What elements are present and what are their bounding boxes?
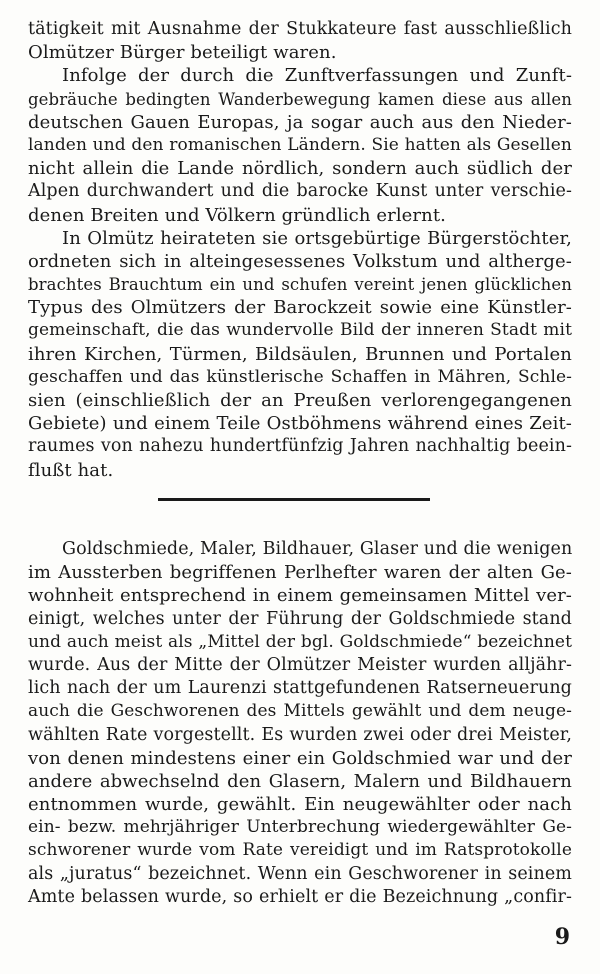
text-line: landen und den romanischen Ländern. Sie hatten als Gesellen [28, 134, 572, 155]
text-line: als „juratus“ bezeichnet. Wenn ein Geschworener in seinem [28, 863, 572, 884]
text-line: Typus des Olmützers der Barockzeit sowie eine Künstler- [28, 297, 572, 319]
text-block-lower [28, 538, 572, 909]
text-line: Olmützer Bürger beteiligt waren. [28, 42, 337, 64]
text-line: im Aussterben begriffenen Perlhefter waren der alten Ge- [28, 562, 572, 584]
text-line: Alpen durchwandert und die barocke Kunst unter verschie- [28, 181, 572, 202]
text-line: denen Breiten und Völkern gründlich erlernt. [28, 204, 446, 226]
text-block-upper [28, 18, 572, 482]
text-line: von denen mindestens einer ein Goldschmied war und der [28, 747, 572, 769]
text-line: und auch meist als „Mittel der bgl. Goldschmiede“ bezeichnet [28, 631, 572, 652]
text-line: einigt, welches unter der Führung der Goldschmiede stand [28, 608, 572, 629]
section-divider [158, 498, 430, 501]
text-line: Goldschmiede, Maler, Bildhauer, Glaser und die wenigen [62, 539, 573, 559]
text-line: nicht allein die Lande nördlich, sondern auch südlich der [28, 158, 572, 180]
text-line: In Olmütz heirateten sie ortsgebürtige Bürgerstöchter, [62, 227, 572, 249]
text-line: deutschen Gauen Europas, ja sogar auch aus den Nieder- [28, 111, 572, 133]
text-line: raumes von nahezu hundertfünfzig Jahren nachhaltig beein- [28, 436, 572, 457]
text-line: Amte belassen wurde, so erhielt er die Bezeichnung „confir- [28, 886, 572, 907]
text-line: geschaffen und das künstlerische Schaffen in Mähren, Schle- [28, 366, 572, 387]
text-line: tätigkeit mit Ausnahme der Stukkateure fast ausschließlich [28, 19, 572, 39]
text-line: Infolge der durch die Zunftverfassungen und Zunft- [62, 65, 572, 87]
text-line: brachtes Brauchtum ein und schufen vereint jenen glücklichen [28, 275, 572, 295]
text-line: gebräuche bedingten Wanderbewegung kamen diese aus allen [28, 89, 572, 109]
text-line: sien (einschließlich der an Preußen verlorengegangenen [28, 390, 572, 411]
text-line: auch die Geschworenen des Mittels gewählt und dem neuge- [28, 701, 572, 722]
text-line: flußt hat. [28, 459, 114, 481]
text-line: ordneten sich in alteingesessenes Volkstum und altherge- [28, 250, 572, 272]
text-line: ihren Kirchen, Türmen, Bildsäulen, Brunnen und Portalen [28, 343, 572, 365]
text-line: entnommen wurde, gewählt. Ein neugewählter oder nach [28, 794, 572, 816]
text-line: gemeinschaft, die das wundervolle Bild der inneren Stadt mit [28, 320, 572, 341]
page-number: 9 [554, 924, 570, 950]
text-line: wohnheit entsprechend in einem gemeinsamen Mittel ver- [28, 585, 572, 607]
text-line: andere abwechselnd den Glasern, Malern und Bildhauern [28, 770, 572, 792]
text-line: Gebiete) und einem Teile Ostböhmens während eines Zeit- [28, 413, 572, 435]
text-line: wurde. Aus der Mitte der Olmützer Meister wurden alljähr- [28, 654, 572, 675]
text-line: wählten Rate vorgestellt. Es wurden zwei oder drei Meister, [28, 724, 572, 745]
text-line: lich nach der um Laurenzi stattgefundenen Ratserneuerung [28, 678, 572, 699]
text-line: schworener wurde vom Rate vereidigt und im Ratsprotokolle [28, 840, 572, 861]
text-line: ein- bezw. mehrjähriger Unterbrechung wiedergewählter Ge- [28, 817, 572, 838]
